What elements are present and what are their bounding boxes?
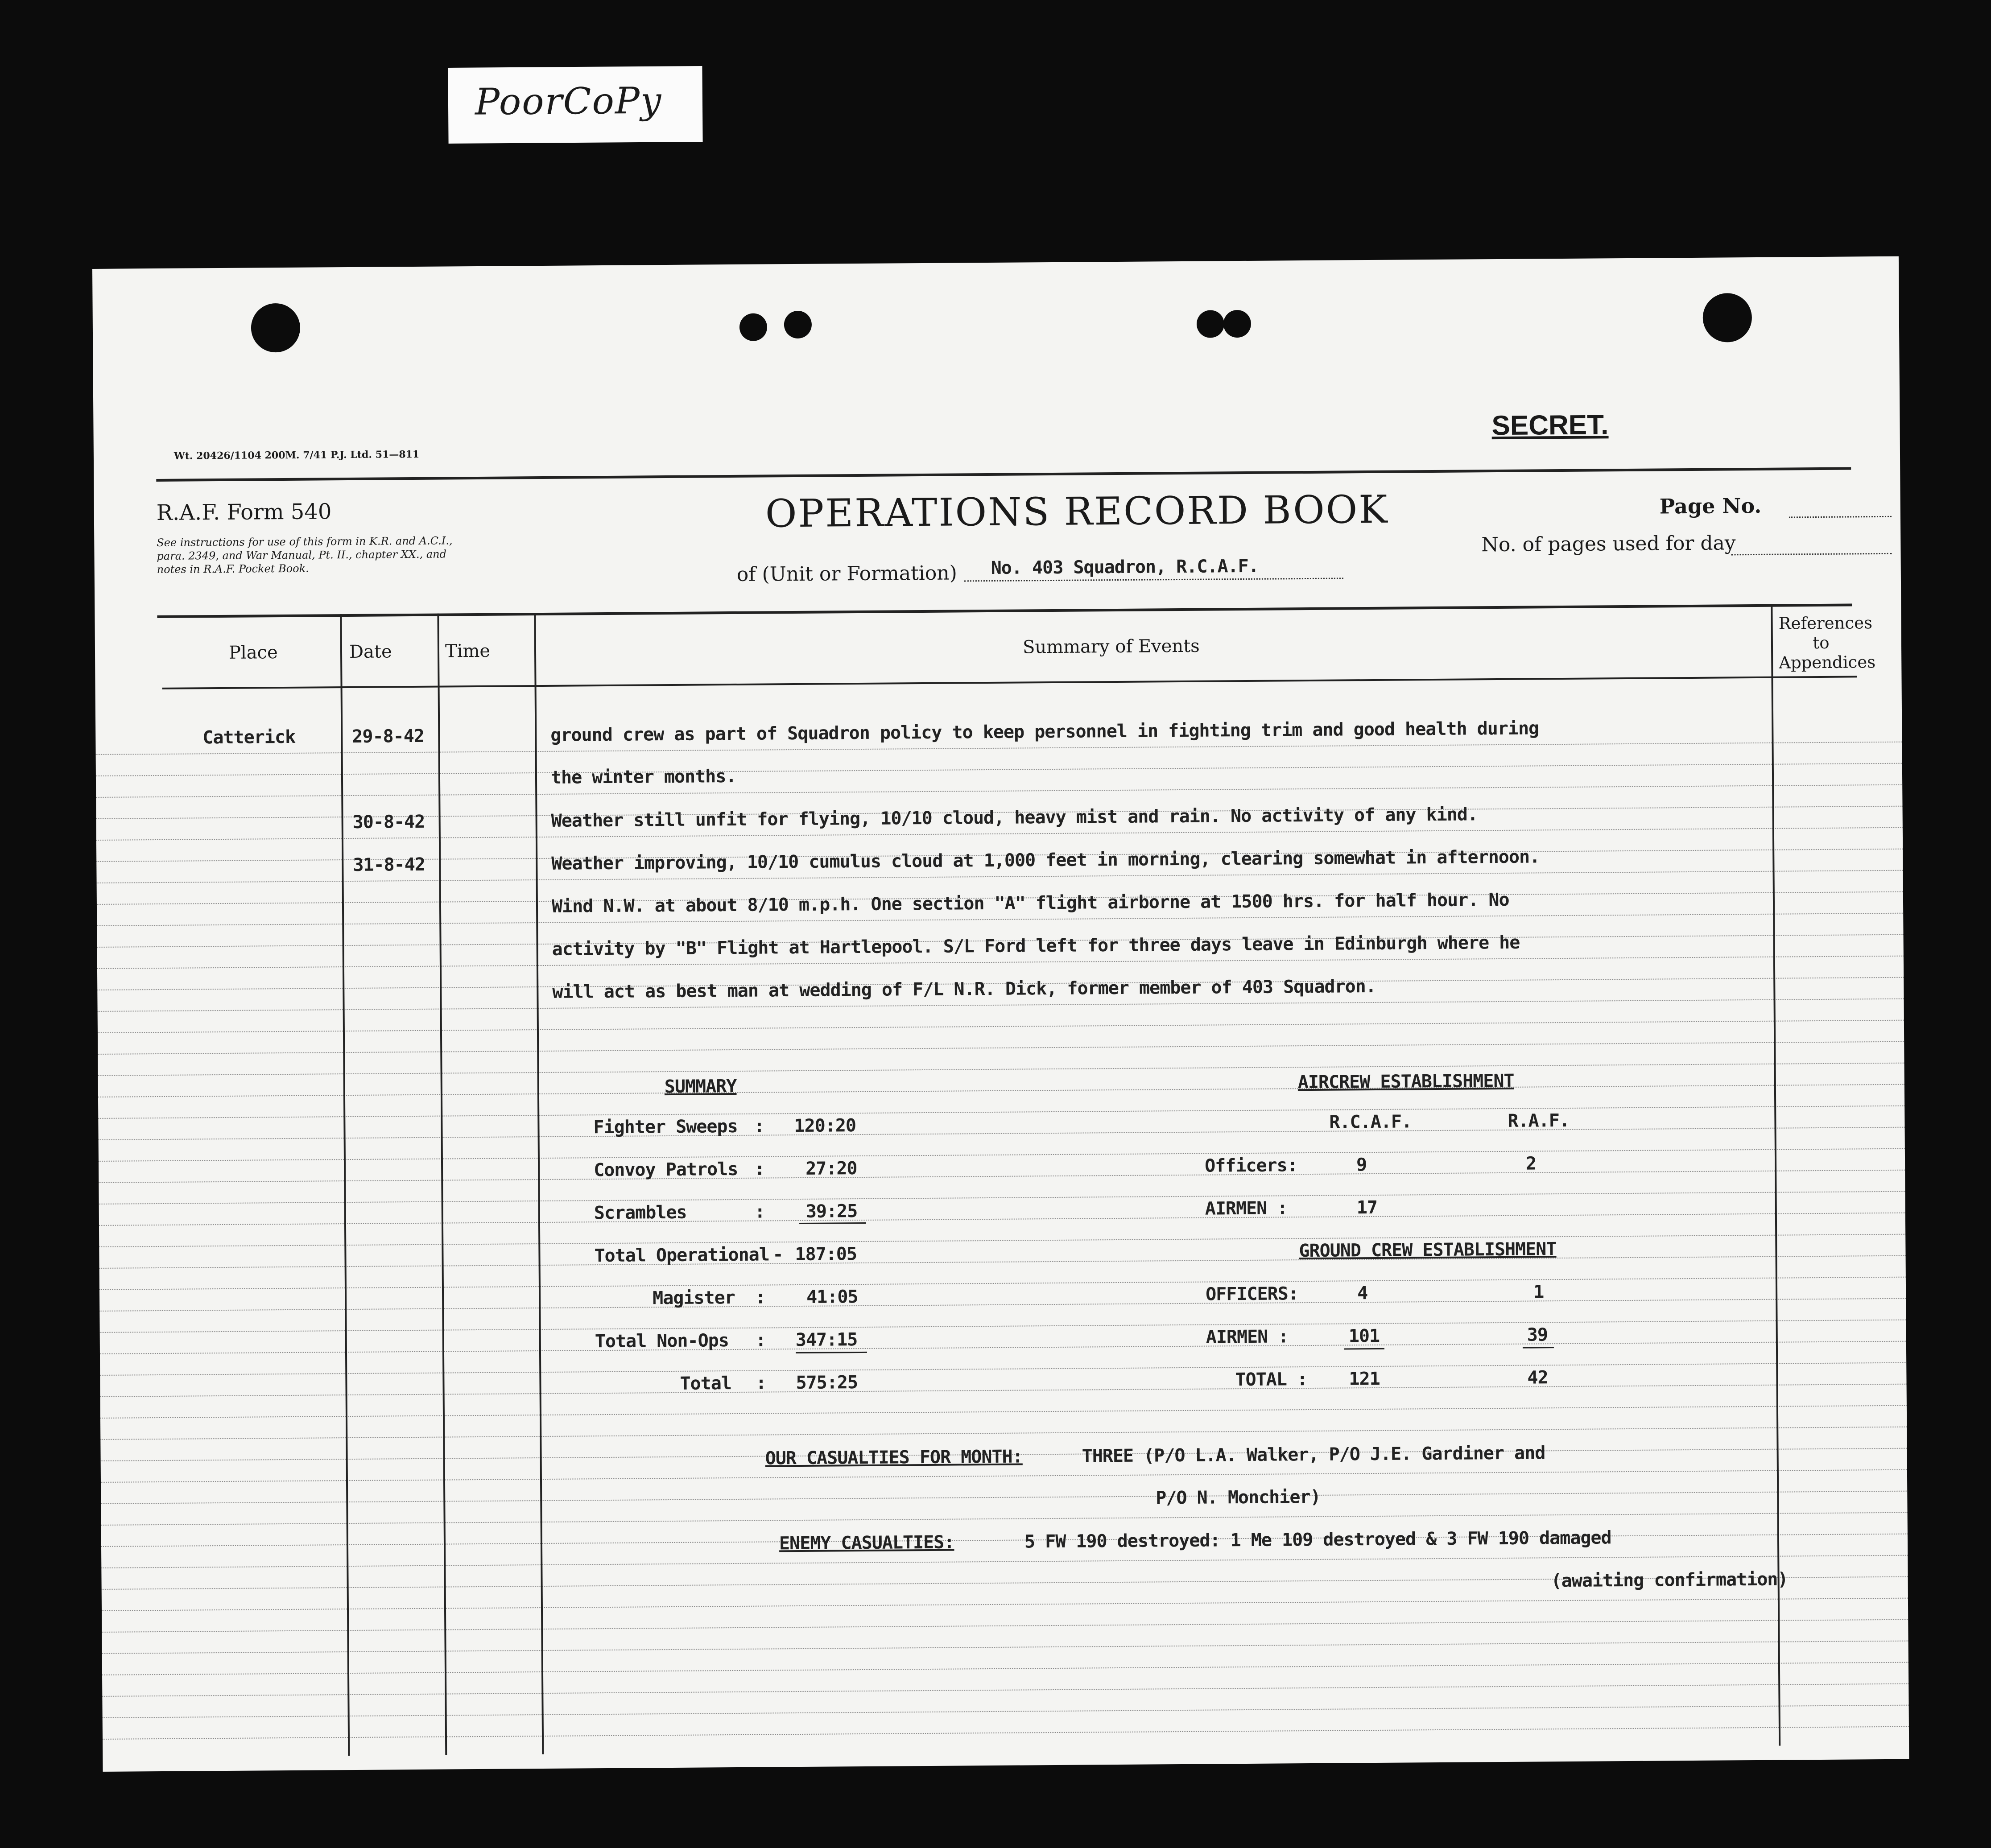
event-line-3: Weather still unfit for flying, 10/10 cloud, heavy mist and rain. No activity of any kind. [551,804,1478,831]
divider-place-date [340,614,350,1756]
pages-used-dotted-line [1731,553,1892,556]
event-line-6: activity by "B" Flight at Hartlepool. S/L Ford left for three days leave in Edinburgh where he [552,932,1520,960]
aircrew-col-raf: R.A.F. [1508,1110,1570,1131]
instructions-line-3: notes in R.A.F. Pocket Book. [157,562,309,576]
summary-value-total-non-ops: 347:15 [795,1329,858,1351]
ruled-line [97,913,1903,926]
summary-value-total: 575:25 [796,1372,858,1394]
ruled-line [103,1726,1909,1740]
print-reference: Wt. 20426/1104 200M. 7/41 P.J. Ltd. 51—811 [173,448,420,462]
summary-label-total-operational: Total Operational [594,1244,770,1266]
event-line-1: ground crew as part of Squadron policy to keep personnel in fighting trim and good health during [550,718,1539,746]
summary-label-total: Total [680,1373,732,1394]
groundcrew-airmen-rcaf: 101 [1348,1325,1380,1347]
ruled-lines [92,256,1899,269]
groundcrew-total-rcaf: 121 [1349,1368,1380,1390]
date-30-8-42: 30-8-42 [352,811,425,833]
ruled-line [100,1427,1907,1440]
date-31-8-42: 31-8-42 [353,854,425,875]
ruled-line [101,1512,1908,1526]
form-instructions [157,534,453,576]
event-line-7: will act as best man at wedding of F/L N.R. Dick, former member of 403 Squadron. [552,976,1376,1002]
ruled-line [99,1191,1905,1204]
instructions-line-1: See instructions for use of this form in K.R. and A.C.I., [157,534,453,549]
col-header-date: Date [349,641,392,662]
ruled-line [101,1534,1908,1547]
summary-value-total-operational: 187:05 [795,1244,857,1265]
ruled-line [99,1255,1906,1269]
page-no-label: Page No. [1659,493,1762,519]
ruled-line [100,1384,1907,1397]
summary-value-fighter-sweeps: 120:20 [794,1115,856,1137]
ruled-line [100,1320,1906,1333]
ruled-line [98,1020,1904,1033]
unit-label: of (Unit or Formation) [736,561,957,586]
summary-value-scrambles: 39:25 [805,1201,858,1222]
aircrew-airmen-label: AIRMEN : [1205,1198,1288,1219]
aircrew-officers-raf: 2 [1525,1153,1537,1174]
ruled-line [102,1641,1908,1654]
date-29-8-42: 29-8-42 [352,726,425,747]
our-casualties-label: OUR CASUALTIES FOR MONTH: [765,1446,1023,1469]
aircrew-officers-rcaf: 9 [1356,1155,1367,1176]
summary-sep: : [755,1330,766,1351]
col-header-summary: Summary of Events [1022,635,1200,658]
ruled-line [98,1106,1904,1119]
instructions-line-2: para. 2349, and War Manual, Pt. II., chapter XX., and [157,548,447,563]
summary-sep: : [755,1287,766,1308]
ruled-line [102,1662,1908,1675]
enemy-casualties-text: 5 FW 190 destroyed: 1 Me 109 destroyed & 3 FW 190 damaged [1024,1527,1611,1552]
unit-value: No. 403 Squadron, R.C.A.F. [991,556,1259,578]
ruled-line [101,1469,1907,1483]
ruled-line [103,1705,1909,1718]
header-top-rule [156,467,1851,482]
divider-date-time [437,614,447,1755]
col-header-references: References to Appendices [1778,613,1876,672]
punch-hole-center-2 [784,311,812,338]
page-title: OPERATIONS RECORD BOOK [765,487,1389,536]
enemy-casualties-label: ENEMY CASUALTIES: [779,1532,954,1554]
col-header-place: Place [228,642,278,663]
ruled-line [102,1619,1908,1633]
groundcrew-officers-label: OFFICERS: [1205,1283,1299,1305]
ruled-line [96,784,1902,798]
groundcrew-airmen-raf: 39 [1527,1324,1548,1345]
our-casualties-line-1: THREE (P/O L.A. Walker, P/O J.E. Gardiner and [1082,1443,1545,1467]
summary-sep: : [754,1159,765,1180]
summary-label-total-non-ops: Total Non-Ops [595,1330,729,1352]
ruled-line [96,763,1902,776]
form-name: R.A.F. Form 540 [156,499,332,526]
summary-sep: : [754,1201,765,1222]
ruled-line [99,1148,1905,1162]
aircrew-col-rcaf: R.C.A.F. [1329,1111,1412,1133]
punch-hole-left [251,303,301,353]
punch-hole-right [1702,293,1752,342]
ruled-line [97,956,1904,969]
ruled-line [102,1683,1908,1697]
summary-label-fighter-sweeps: Fighter Sweeps [593,1116,738,1138]
punch-hole-center-3 [1197,310,1224,338]
groundcrew-officers-raf: 1 [1533,1282,1544,1303]
punch-hole-center-1 [739,313,767,341]
ruled-line [99,1213,1905,1226]
summary-underline-2 [796,1352,867,1353]
ruled-line [98,1063,1904,1076]
form-sheet [92,256,1909,1772]
ruled-line [98,998,1904,1012]
pages-used-label: No. of pages used for day [1481,532,1736,557]
groundcrew-heading: GROUND CREW ESTABLISHMENT [1299,1239,1557,1262]
ruled-line [99,1298,1906,1312]
punch-hole-center-4 [1223,310,1251,338]
ruled-line [101,1555,1908,1568]
ruled-line [98,1041,1904,1055]
summary-label-magister: Magister [652,1287,735,1309]
page-no-dotted-line [1789,516,1892,518]
ruled-line [99,1234,1905,1247]
groundcrew-total-raf: 42 [1527,1367,1548,1388]
table-top-rule [157,603,1852,618]
groundcrew-underline-raf [1523,1347,1554,1348]
ruled-line [99,1127,1905,1140]
place-catterick: Catterick [202,726,296,748]
secret-stamp: SECRET. [1491,409,1609,441]
event-line-5: Wind N.W. at about 8/10 m.p.h. One section "A" flight airborne at 1500 hrs. for half hour. No [551,889,1509,917]
summary-sep: : [754,1116,764,1137]
summary-sep: - [772,1244,783,1265]
ruled-line [100,1362,1906,1376]
divider-time-summary [534,613,544,1754]
our-casualties-line-2: P/O N. Monchier) [1156,1486,1321,1509]
poor-copy-text: PoorCoPy [475,79,662,124]
ruled-line [101,1491,1907,1504]
summary-label-scrambles: Scrambles [594,1202,687,1224]
groundcrew-airmen-label: AIRMEN : [1206,1326,1289,1348]
summary-heading: SUMMARY [664,1076,737,1097]
event-line-2: the winter months. [550,766,736,788]
ruled-line [99,1170,1905,1183]
groundcrew-total-label: TOTAL : [1235,1369,1308,1390]
summary-value-convoy-patrols: 27:20 [805,1158,857,1179]
aircrew-officers-label: Officers: [1204,1155,1298,1176]
unit-dotted-line [964,578,1343,582]
aircrew-heading: AIRCREW ESTABLISHMENT [1297,1070,1514,1093]
summary-underline-1 [799,1222,866,1224]
enemy-casualties-note: (awaiting confirmation) [1551,1569,1788,1592]
poor-copy-note [448,66,702,144]
groundcrew-underline-rcaf [1344,1348,1384,1350]
ruled-line [99,1277,1906,1290]
col-header-time: Time [445,640,491,662]
ruled-line [102,1598,1908,1611]
ruled-line [100,1405,1907,1419]
ruled-line [100,1341,1906,1354]
ruled-line [98,1084,1904,1097]
groundcrew-officers-rcaf: 4 [1357,1283,1368,1304]
event-line-4: Weather improving, 10/10 cumulus cloud at 1,000 feet in morning, clearing somewhat in afternoon. [551,846,1540,874]
summary-label-convoy-patrols: Convoy Patrols [593,1159,738,1181]
summary-value-magister: 41:05 [806,1287,858,1308]
col-header-bottom-rule [162,676,1857,689]
aircrew-airmen-rcaf: 17 [1356,1197,1378,1218]
summary-sep: : [756,1373,766,1394]
